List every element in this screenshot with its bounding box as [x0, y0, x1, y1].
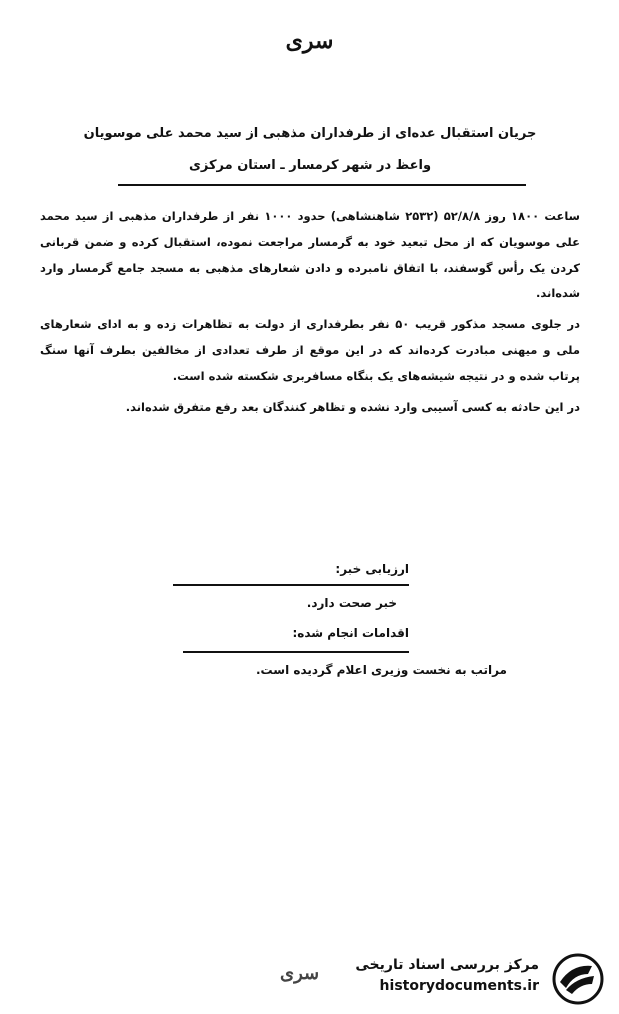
measures-underline — [183, 651, 409, 653]
assessment-label: ارزیابی خبر: — [335, 562, 409, 576]
body-paragraph-1: ساعت ۱۸۰۰ روز ۵۲/۸/۸ (۲۵۳۲ شاهنشاهی) حدود ۱۰۰۰ نفر از طرفداران مذهبی از سید محمد علی موسویان که از محل تبعید خود به گرمسار مراجعت نموده، استقبال کرده و ضمن قربانی کردن یک رأس گوسفند، با اتفاق نامبرده و دادن شعارهای مذهبی به مسجد جامع گرمسار وارد شده‌اند. — [40, 209, 580, 301]
classification-stamp: سری — [285, 28, 334, 54]
assessment-value: خبر صحت دارد. — [306, 596, 397, 610]
body-paragraph-2: در جلوی مسجد مذکور قریب ۵۰ نفر بطرفداری از دولت به تظاهرات زده و به ادای شعارهای ملی و میهنی مبادرت کرده‌اند که در این موقع از طرف تعدادی از مخالفین بطرف آنها سنگ پرتاب شده و در نتیجه شیشه‌های یک بنگاه مسافربری شکسته شده است. — [40, 317, 581, 383]
body-paragraph-3: در این حادثه به کسی آسیبی وارد نشده و تظاهر کنندگان بعد رفع متفرق شده‌اند. — [125, 399, 580, 414]
report-body — [40, 204, 580, 420]
bottom-classification-stamp: سری — [280, 963, 320, 984]
document-title-line-2: واعظ در شهر کرمسار ـ استان مرکزی — [188, 158, 432, 173]
measures-value: مراتب به نخست وزیری اعلام گردیده است. — [256, 663, 507, 677]
assessment-underline — [173, 584, 409, 586]
title-underline — [118, 184, 526, 186]
archive-logo-icon — [548, 952, 608, 1006]
watermark-url: historydocuments.ir — [379, 978, 539, 994]
watermark-org-name: مرکز بررسی اسناد تاریخی — [355, 957, 539, 973]
measures-label: اقدامات انجام شده: — [292, 626, 409, 640]
document-title-line-1: جریان استقبال عده‌ای از طرفداران مذهبی از سید محمد علی موسویان — [83, 126, 537, 141]
watermark-text — [355, 955, 539, 997]
